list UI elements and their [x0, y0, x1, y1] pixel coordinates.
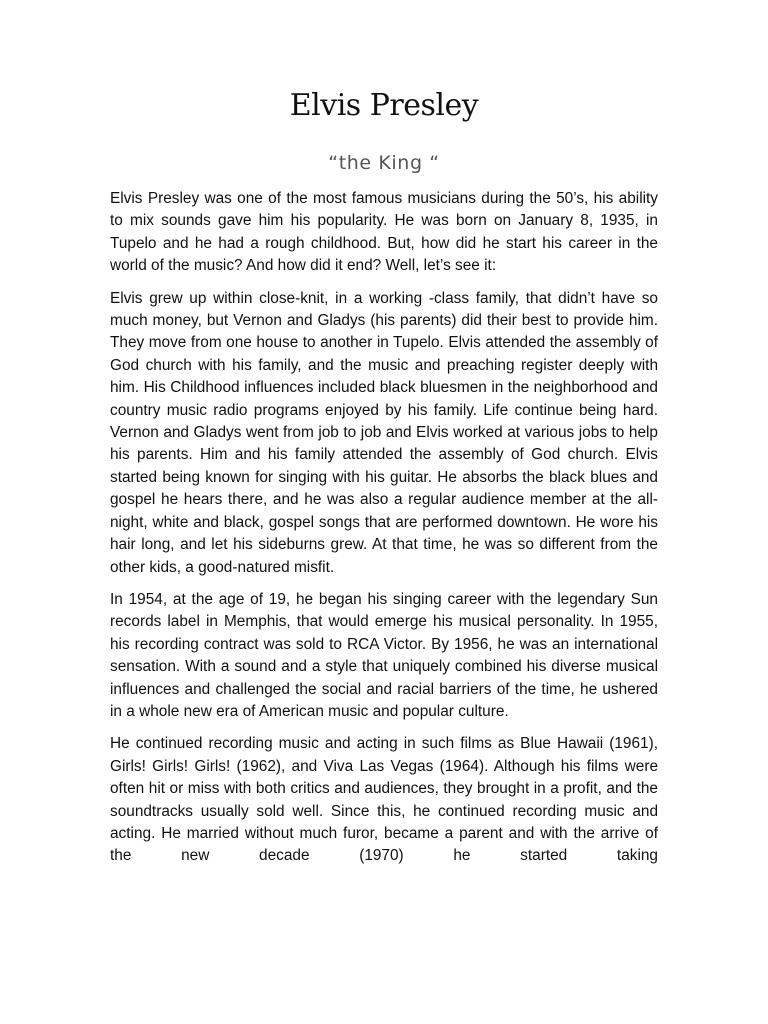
- paragraph-career-start: In 1954, at the age of 19, he began his singing career with the legendary Sun records label in Memphis, that would emerge his musical personality. In 1955, his recording contract was sold to RCA Victor. By 1956, he was an international sensation. With a sound and a style that uniquely combined his diverse musical influences and challenged the social and racial barriers of the time, he ushered in a whole new era of American music and popular culture.: [110, 590, 658, 720]
- paragraph-intro: Elvis Presley was one of the most famous musicians during the 50’s, his ability to mix sounds gave him his popularity. He was born on January 8, 1935, in Tupelo and he had a rough childhood. But, how did he start his career in the world of the music? And how did it end? Well, let’s see it:: [110, 190, 658, 275]
- page-title: Elvis Presley: [289, 88, 479, 123]
- paragraph-childhood: Elvis grew up within close-knit, in a working -class family, that didn’t have so much money, but Vernon and Gladys (his parents) did their best to provide him. They move from one house to another in Tupelo. Elvis attended the assembly of God church with his family, and the music and preaching register deeply with him. His Childhood influences included black bluesmen in the neighborhood and country music radio programs enjoyed by his family. Life continue being hard. Vernon and Gladys went from job to job and Elvis worked at various jobs to help his parents. Him and his family attended the assembly of God church. Elvis started being known for singing with his guitar. He absorbs the black blues and gospel he hears there, and he was also a regular audience member at the all-night, white and black, gospel songs that are performed downtown. He wore his hair long, and let his sideburns grew. At that time, he was so different from the other kids, a good-natured misfit.: [110, 289, 658, 576]
- document-page: [110, 86, 658, 878]
- page-subtitle: “the King “: [328, 152, 440, 174]
- paragraph-films: He continued recording music and acting in such films as Blue Hawaii (1961), Girls! Girls! Girls! (1962), and Viva Las Vegas (1964). Although his films were often hit or miss with both critics and audiences, they brought in a profit, and the soundtracks usually sold well. Since this, he continued recording music and acting. He married without much furor, became a parent and with the arrive of the new decade (1970) he started taking: [110, 735, 658, 865]
